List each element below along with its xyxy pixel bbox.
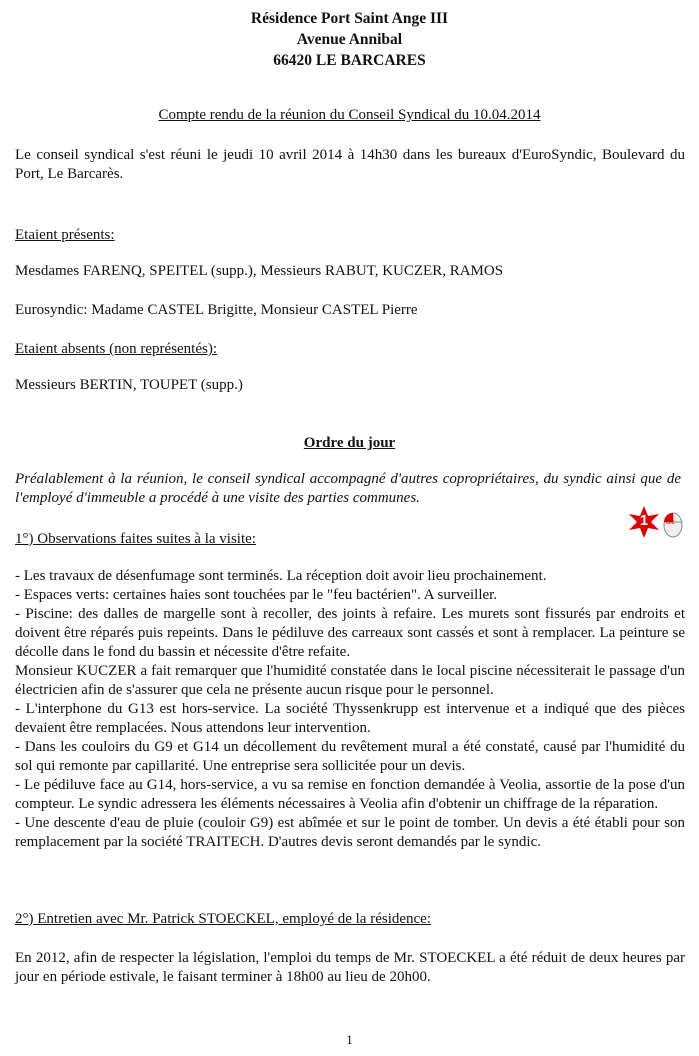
list-item: Monsieur KUCZER a fait remarquer que l'humidité constatée dans le local piscine nécessiterait le passage d'un électricien afin de s'assurer que cela ne présente aucun risque pour le personnel.: [15, 663, 685, 698]
report-title: Compte rendu de la réunion du Conseil Syndical du 10.04.2014: [158, 107, 541, 123]
intro-paragraph: Le conseil syndical s'est réuni le jeudi 10 avril 2014 à 14h30 dans les bureaux d'EuroSyndic, Boulevard du Port, Le Barcarès.: [15, 147, 685, 182]
street-address: Avenue Annibal: [296, 31, 403, 48]
list-item: - Le pédiluve face au G14, hors-service, a vu sa remise en fonction demandée à Veolia, assortie de la pose d'un compteur. Le syndic adressera les éléments nécessaires à Veolia afin d'obtenir un chiffrage de la réparation.: [15, 777, 685, 812]
list-item: - Les travaux de désenfumage sont terminés. La réception doit avoir lieu prochainement.: [15, 568, 547, 584]
list-item: - Piscine: des dalles de margelle sont à recoller, des joints à refaire. Les murets sont fissurés par endroits et doivent être réparés puis repeints. Dans le pédiluve des carreaux sont cassés et sont à remplacer. La peinture se décolle dans le fond du bassin et nécessite d'être refaite.: [15, 606, 685, 660]
page-number: 1: [346, 1032, 353, 1047]
presents-members: Mesdames FARENQ, SPEITEL (supp.), Messieurs RABUT, KUCZER, RAMOS: [15, 263, 504, 279]
agenda-heading: Ordre du jour: [303, 435, 396, 451]
clic-badge[interactable]: [628, 506, 686, 540]
presents-eurosyndic: Eurosyndic: Madame CASTEL Brigitte, Monsieur CASTEL Pierre: [15, 302, 418, 318]
observations-list: [15, 567, 685, 852]
absents-heading: Etaient absents (non représentés):: [15, 341, 218, 357]
agenda-preamble: Préalablement à la réunion, le conseil syndical accompagné d'autres copropriétaires, du syndic ainsi que de l'employé d'immeuble a procédé à une visite des parties communes.: [15, 471, 681, 506]
address-header: [0, 8, 699, 71]
section2-heading: 2°) Entretien avec Mr. Patrick STOECKEL, employé de la résidence:: [15, 911, 432, 927]
list-item: - Une descente d'eau de pluie (couloir G9) est abîmée et sur le point de tomber. Un devis a été établi pour son remplacement par la société TRAITECH. D'autres devis seront demandés par le syndic.: [15, 815, 685, 850]
list-item: - Espaces verts: certaines haies sont touchées par le "feu bactérien". A surveiller.: [15, 587, 498, 603]
postal-city: 66420 LE BARCARES: [273, 52, 426, 69]
badge-number: 1: [639, 512, 649, 529]
presents-heading: Etaient présents:: [15, 227, 115, 243]
list-item: - L'interphone du G13 est hors-service. La société Thyssenkrupp est intervenue et a indiqué que des pièces devaient être remplacées. Nous attendons leur intervention.: [15, 701, 685, 736]
absents-members: Messieurs BERTIN, TOUPET (supp.): [15, 377, 243, 393]
badge-label: clic: [666, 520, 675, 526]
residence-name: Résidence Port Saint Ange III: [250, 10, 449, 27]
section1-heading: 1°) Observations faites suites à la visite:: [15, 531, 256, 547]
section2-paragraph: En 2012, afin de respecter la législation, l'emploi du temps de Mr. STOECKEL a été réduit de deux heures par jour en période estivale, le faisant terminer à 18h00 au lieu de 20h00.: [15, 950, 685, 985]
list-item: - Dans les couloirs du G9 et G14 un décollement du revêtement mural a été constaté, causé par l'humidité du sol qui remonte par capillarité. Une entreprise sera sollicitée pour un devis.: [15, 739, 685, 774]
